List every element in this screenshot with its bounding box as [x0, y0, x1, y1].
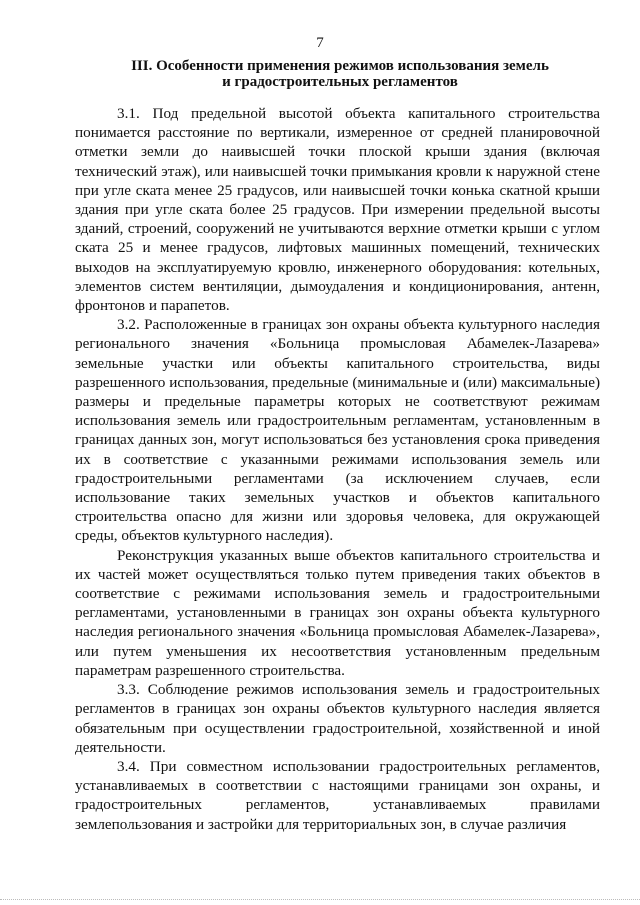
document-body: [75, 104, 600, 834]
paragraph-3-3: 3.3. Соблюдение режимов использования земель и градостроительных регламентов в границах зон охраны объектов культурного наследия является обязательным при осуществлении градостроительной, хозяйственной и иной деятельности.: [75, 681, 600, 756]
paragraph-3-4: 3.4. При совместном использовании градостроительных регламентов, устанавливаемых в соответствии с настоящими границами зон охраны, и градостроительных регламентов, устанавливаемых правилами землепользования и застройки для территориальных зон, в случае различия: [75, 757, 600, 833]
paragraph-3-2: 3.2. Расположенные в границах зон охраны объекта культурного наследия регионального значения «Больница промысловая Абамелек-Лазарева» земельные участки или объекты капитального строительства, виды разрешенного использования, предельные (минимальные и (или) максимальные) размеры и предельные параметры которых не соответствуют режимам использования земель или градостроительным регламентам, установленным в границах данных зон, могут использоваться без установления срока приведения их в соответствие с указанными режимами использования земель или градостроительными регламентами (за исключением случаев, если использование таких земельных участков и объектов капитального строительства опасно для жизни или здоровья человека, для окружающей среды, объектов культурного наследия).: [75, 316, 600, 545]
section-title-line-2: и градостроительных регламентов: [222, 74, 458, 90]
page-bottom-divider: [0, 899, 640, 901]
paragraph-3-1: 3.1. Под предельной высотой объекта капитального строительства понимается расстояние по вертикали, измеренное от средней планировочной отметки земли до наивысшей точки плоской крыши здания (включая технический этаж), или наивысшей точки примыкания кровли к наружной стене при угле ската менее 25 градусов, или наивысшей точки конька скатной крыши здания при угле ската более 25 градусов. При измерении предельной высоты зданий, строений, сооружений не учитываются верхние отметки крыши с углом ската 25 и менее градусов, лифтовых машинных помещений, технических выходов на эксплуатируемую кровлю, инженерного оборудования: котельных, элементов систем вентиляции, дымоудаления и кондиционирования, антенн, фронтонов и парапетов.: [75, 105, 600, 315]
page-number: 7: [316, 35, 324, 51]
section-title-line-1: III. Особенности применения режимов использования земель: [131, 58, 549, 74]
section-title: [80, 58, 600, 90]
paragraph-reconstruction: Реконструкция указанных выше объектов капитального строительства и их частей может осуществляться только путем приведения таких объектов в соответствие с режимами использования земель и градостроительными регламентами, установленными в границах зон охраны объекта культурного наследия регионального значения «Больница промысловая Абамелек-Лазарева», или путем уменьшения их несоответствия установленным предельным параметрам разрешенного строительства.: [75, 546, 600, 679]
